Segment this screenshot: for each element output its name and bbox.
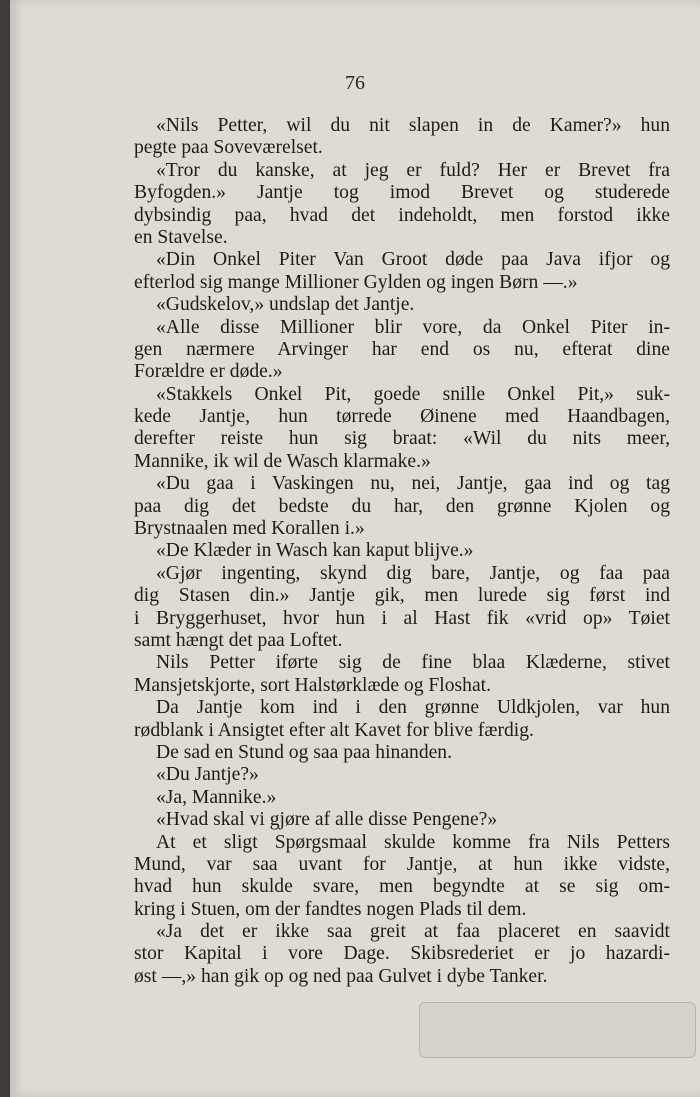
text-line: «Du Jantje?»	[156, 764, 259, 786]
body-text	[134, 115, 670, 988]
text-line: «Gjør ingenting, skynd dig bare, Jantje, og faa paa	[156, 562, 670, 584]
text-line: dig Stasen din.» Jantje gik, men lurede sig først ind	[134, 585, 670, 607]
page-number: 76	[345, 72, 365, 94]
text-line: stor Kapital i vore Dage. Skibsrederiet er jo hazardi-	[134, 943, 670, 965]
text-line: en Stavelse.	[134, 226, 228, 248]
text-line: «Du gaa i Vaskingen nu, nei, Jantje, gaa ind og tag	[156, 473, 670, 495]
text-line: Brystnaalen med Korallen i.»	[134, 518, 365, 540]
text-line: Mund, var saa uvant for Jantje, at hun ikke vidste,	[134, 853, 670, 875]
text-line: samt hængt det paa Loftet.	[134, 629, 343, 651]
text-line: rødblank i Ansigtet efter alt Kavet for blive færdig.	[134, 719, 534, 741]
book-page	[10, 0, 700, 1097]
library-stamp	[419, 1002, 696, 1058]
text-line: efterlod sig mange Millioner Gylden og ingen Børn —.»	[134, 271, 578, 293]
text-line: «Nils Petter, wil du nit slapen in de Kamer?» hun	[156, 115, 670, 136]
text-line: Mannike, ik wil de Wasch klarmake.»	[134, 450, 431, 472]
text-line: At et sligt Spørgsmaal skulde komme fra Nils Petters	[156, 831, 670, 853]
text-line: Da Jantje kom ind i den grønne Uldkjolen, var hun	[156, 697, 670, 719]
text-line: i Bryggerhuset, hvor hun i al Hast fik «vrid op» Tøiet	[134, 607, 670, 629]
text-line: Mansjetskjorte, sort Halstørklæde og Floshat.	[134, 674, 492, 696]
text-line: «Gudskelov,» undslap det Jantje.	[156, 294, 415, 316]
text-line: hvad hun skulde svare, men begyndte at se sig om-	[134, 876, 670, 898]
text-line: Nils Petter iførte sig de fine blaa Klæderne, stivet	[156, 652, 670, 674]
text-line: «Ja det er ikke saa greit at faa placeret en saavidt	[156, 921, 670, 943]
text-line: «Din Onkel Piter Van Groot døde paa Java ifjor og	[156, 249, 670, 271]
text-line: «Alle disse Millioner blir vore, da Onkel Piter in-	[156, 316, 670, 338]
text-line: «Hvad skal vi gjøre af alle disse Pengene?»	[156, 809, 498, 831]
text-line: kede Jantje, hun tørrede Øinene med Haandbagen,	[134, 406, 670, 428]
text-line: «Ja, Mannike.»	[156, 786, 277, 808]
text-line: derefter reiste hun sig braat: «Wil du nits meer,	[134, 428, 670, 450]
text-line: Byfogden.» Jantje tog imod Brevet og studerede	[134, 182, 670, 204]
text-line: pegte paa Soveværelset.	[134, 137, 323, 159]
text-line: «Tror du kanske, at jeg er fuld? Her er Brevet fra	[156, 159, 670, 181]
text-line: gen nærmere Arvinger har end os nu, efterat dine	[134, 338, 670, 360]
text-line: «De Klæder in Wasch kan kaput blijve.»	[156, 540, 474, 562]
text-line: kring i Stuen, om der fandtes nogen Plads til dem.	[134, 898, 527, 920]
text-line: paa dig det bedste du har, den grønne Kjolen og	[134, 495, 670, 517]
text-line: De sad en Stund og saa paa hinanden.	[156, 741, 453, 763]
text-line: Forældre er døde.»	[134, 361, 283, 383]
text-line: dybsindig paa, hvad det indeholdt, men forstod ikke	[134, 204, 670, 226]
text-line: «Stakkels Onkel Pit, goede snille Onkel Pit,» suk-	[156, 383, 670, 405]
text-line: øst —,» han gik op og ned paa Gulvet i dybe Tanker.	[134, 965, 548, 987]
